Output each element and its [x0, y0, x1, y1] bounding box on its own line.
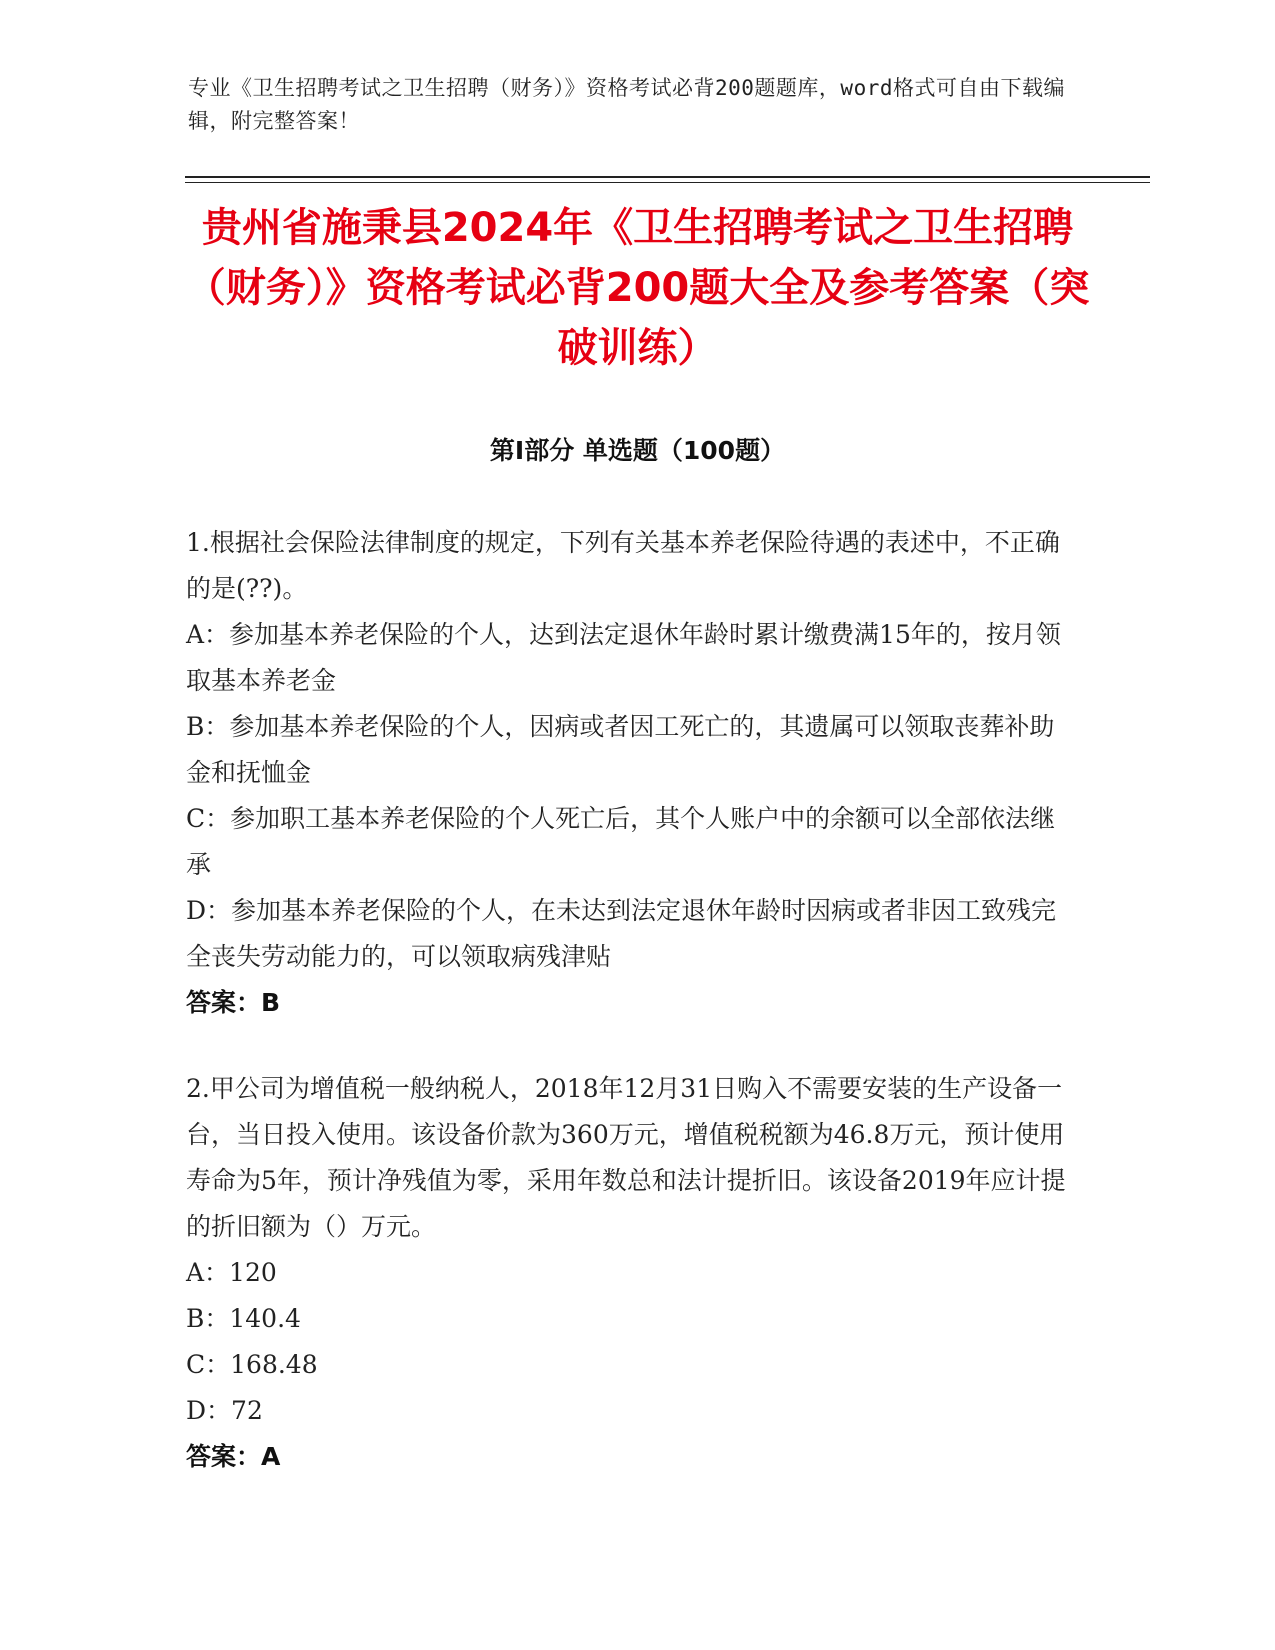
- option-d: D：参加基本养老保险的个人，在未达到法定退休年龄时因病或者非因工致残完全丧失劳动能力的，可以领取病残津贴: [186, 896, 1057, 971]
- option-b: B：参加基本养老保险的个人，因病或者因工死亡的，其遗属可以领取丧葬补助金和抚恤金: [186, 712, 1055, 787]
- option-c: C：168.48: [186, 1350, 318, 1379]
- question-stem: 1.根据社会保险法律制度的规定，下列有关基本养老保险待遇的表述中，不正确的是(??)。: [186, 528, 1060, 603]
- option-d: D：72: [186, 1396, 263, 1425]
- section-heading: 第I部分 单选题（100题）: [489, 436, 786, 465]
- question-1: [186, 520, 1066, 1026]
- answer-label: 答案：B: [186, 988, 281, 1017]
- option-a: A：120: [186, 1258, 277, 1287]
- question-2: [186, 1066, 1066, 1480]
- option-a: A：参加基本养老保险的个人，达到法定退休年龄时累计缴费满15年的，按月领取基本养老金: [186, 620, 1061, 695]
- answer-label: 答案：A: [186, 1442, 281, 1471]
- document-title: 贵州省施秉县2024年《卫生招聘考试之卫生招聘（财务）》资格考试必背200题大全及参考答案（突破训练）: [185, 205, 1090, 371]
- header-divider-thin: [185, 182, 1150, 183]
- option-b: B：140.4: [186, 1304, 301, 1333]
- header-divider-thick: [185, 176, 1150, 178]
- question-stem: 2.甲公司为增值税一般纳税人，2018年12月31日购入不需要安装的生产设备一台，当日投入使用。该设备价款为360万元，增值税税额为46.8万元，预计使用寿命为5年，预计净残值为零，采用年数总和法计提折旧。该设备2019年应计提的折旧额为（）万元。: [186, 1074, 1066, 1241]
- header-note: 专业《卫生招聘考试之卫生招聘（财务）》资格考试必背200题题库，word格式可自由下载编辑，附完整答案！: [188, 76, 1065, 133]
- option-c: C：参加职工基本养老保险的个人死亡后，其个人账户中的余额可以全部依法继承: [186, 804, 1056, 879]
